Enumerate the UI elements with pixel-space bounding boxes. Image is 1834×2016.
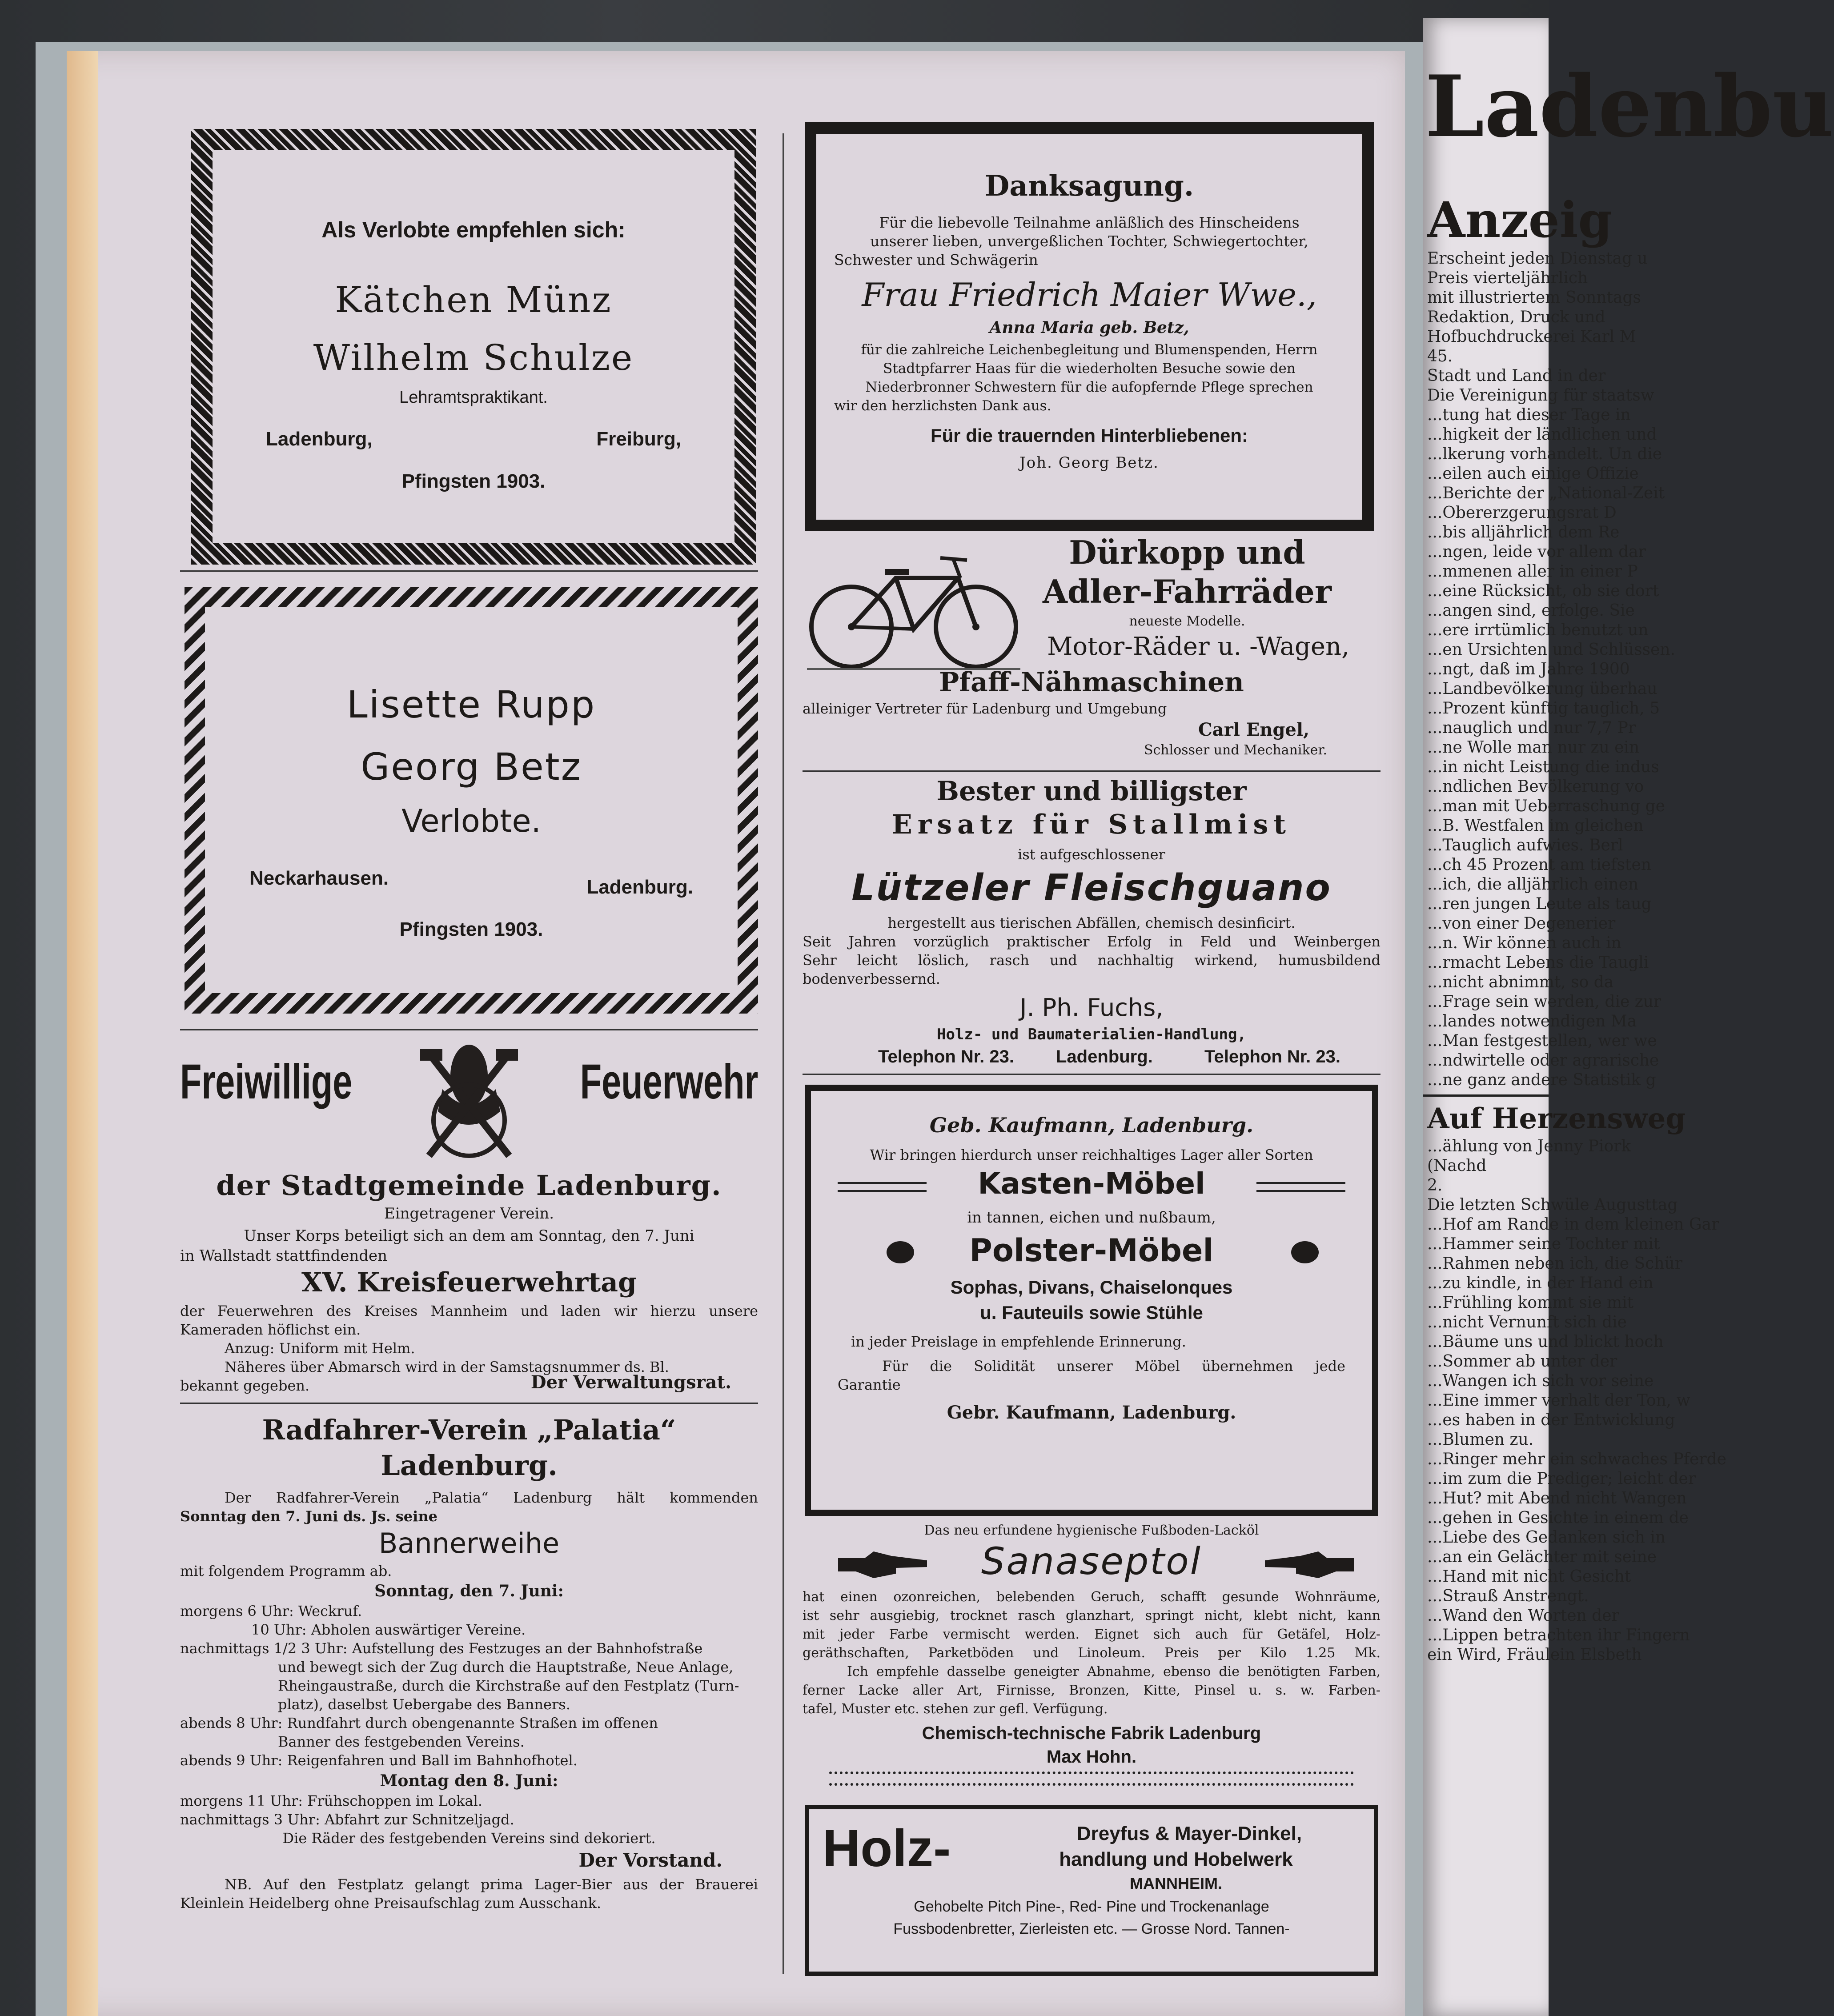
firm-name: J. Ph. Fuchs, (1019, 994, 1164, 1022)
text-line: ...Hut? mit Abend nicht Wangen (1427, 1489, 1687, 1507)
headline-2: Ersatz für Stallmist (892, 809, 1291, 840)
page-edge (67, 51, 98, 2016)
firm-heading: Geb. Kaufmann, Ladenburg. (929, 1113, 1254, 1137)
text-line: ...ngt, daß im Jahre 1900 (1427, 660, 1630, 678)
text-line: in jeder Preislage in empfehlende Erinnerung. (851, 1333, 1186, 1350)
engagement-notice-muenz (191, 129, 756, 565)
lumber-ad (805, 1805, 1378, 1976)
text-line: NB. Auf den Festplatz gelangt prima Lager-Bier aus der Brauerei (225, 1876, 758, 1893)
separator-rule (1423, 1094, 1549, 1097)
groom-title: Lehramtspraktikant. (399, 388, 548, 407)
text-line: ...Liebe des Gedanken sich in (1427, 1528, 1666, 1547)
text-line: ...Sommer ab unter der (1427, 1352, 1617, 1371)
text-line: ...Lippen betrachten ihr Fingern (1427, 1626, 1690, 1644)
text-line: Anzug: Uniform mit Helm. (225, 1340, 415, 1357)
program-line: und bewegt sich der Zug durch die Hauptstraße, Neue Anlage, (278, 1659, 734, 1675)
text-line: wir den herzlichsten Dank aus. (834, 398, 1051, 414)
text-line: ...Hand mit nicht Gesicht (1427, 1567, 1631, 1586)
program-day: Montag den 8. Juni: (380, 1772, 558, 1790)
text-line: Sehr leicht löslich, rasch und nachhaltig wirkend, humusbildend (803, 952, 1381, 969)
program-line: abends 8 Uhr: Rundfahrt durch obengenannte Straßen im offenen (180, 1715, 658, 1731)
text-line: ...nicht abnimmt, so da (1427, 973, 1614, 991)
separator-rule (803, 770, 1381, 772)
text-line: ...B. Westfalen im gleichen (1427, 817, 1644, 835)
agent-line: alleiniger Vertreter für Ladenburg und Umgebung (803, 700, 1167, 717)
firm-trade: handlung und Hobelwerk (1059, 1848, 1293, 1870)
maiden-name: Anna Maria geb. Betz, (989, 318, 1189, 337)
text-line: für die zahlreiche Leichenbegleitung und Blumenspenden, Herrn (861, 342, 1318, 358)
text-line: Für die liebevolle Teilnahme anläßlich des Hinscheidens (879, 214, 1300, 231)
text-line: ...ndwirtelle oder agrarische (1427, 1051, 1659, 1070)
firm-city: MANNHEIM. (1130, 1874, 1222, 1892)
text-line: in tannen, eichen und nußbaum, (967, 1209, 1216, 1226)
text-line: ...im zum die Prediger; leicht der (1427, 1470, 1696, 1488)
story-heading: Auf Herzensweg (1427, 1102, 1686, 1135)
text-line: ...eilen auch einige Offizie (1427, 465, 1639, 483)
text-line: ...Wand den Worten der (1427, 1607, 1619, 1625)
text-line: ...ere irrtümlich benutzt un (1427, 621, 1649, 639)
text-line: ...angen sind, erfolge. Sie (1427, 601, 1635, 620)
groom-name: Georg Betz (361, 745, 582, 789)
bride-name: Kätchen Münz (335, 279, 612, 321)
text-line: Kleinlein Heidelberg ohne Preisaufschlag zum Ausschank. (180, 1895, 602, 1912)
subtitle: der Stadtgemeinde Ladenburg. (216, 1169, 722, 1202)
product-2: Polster-Möbel (969, 1232, 1214, 1269)
product-name: Sanaseptol (981, 1539, 1202, 1583)
text-line: ...ählung von Jenny Piork (1427, 1137, 1631, 1155)
text-line: mit jeder Farbe vermischt werden. Eignet sich auch für Getäfel, Holz- (803, 1627, 1381, 1642)
text-line: ...Tauglich aufwies. Berl (1427, 836, 1623, 854)
program-line: nachmittags 3 Uhr: Abfahrt zur Schnitzeljagd. (180, 1811, 514, 1828)
text-line: Ich empfehle dasselbe geneigter Abnahme, ebenso die benötigten Farben, (847, 1664, 1381, 1679)
place-right: Ladenburg. (586, 876, 693, 898)
place-left: Neckarhausen. (249, 867, 389, 889)
text-line: Stadtpfarrer Haas für die wiederholten Besuche sowie den (883, 361, 1296, 377)
text-line: 2. (1427, 1176, 1443, 1194)
text-line: ...Landbevölkerung überhau (1427, 680, 1657, 698)
text-line: Redaktion, Druck und (1427, 308, 1605, 326)
title: Danksagung. (984, 169, 1194, 203)
text-line: mit illustriertem Sonntags (1427, 289, 1641, 307)
title: Radfahrer-Verein „Palatia“ (262, 1414, 676, 1446)
title-left: Freiwillige (180, 1054, 353, 1109)
column-separator (783, 133, 784, 1974)
text-line: ...an ein Gelächter mit seine (1427, 1548, 1657, 1566)
text-line: ...eine Rücksicht, ob sie dort (1427, 582, 1659, 600)
text-line: ...en Ursichten und Schlüssen. (1427, 641, 1675, 659)
text-line: Preis vierteljährlich (1427, 269, 1588, 287)
text-line: Kameraden höflichst ein. (180, 1321, 361, 1338)
closing: Für die trauernden Hinterbliebenen: (930, 425, 1248, 446)
fertilizer-ad (803, 776, 1381, 1069)
text-line: ...gehen in Gesichte in einem de (1427, 1509, 1689, 1527)
text-line: ...higkeit der ländlichen und (1427, 425, 1657, 444)
text-line: Die letzten Schwüle Augusttag (1427, 1196, 1678, 1214)
text-line: ...ich, die alljährlich einen (1427, 875, 1639, 894)
signature: Der Vorstand. (578, 1849, 722, 1871)
big-word: Holz- (823, 1819, 951, 1878)
separator-rule (180, 1403, 758, 1404)
text-line: tafel, Muster etc. stehen zur gefl. Verfügung. (803, 1701, 1108, 1717)
text-line: hergestellt aus tierischen Abfällen, chemisch desinficirt. (887, 914, 1296, 931)
text-line: Gehobelte Pitch Pine-, Red- Pine und Trockenanlage (914, 1898, 1269, 1915)
registered: Eingetragener Verein. (384, 1205, 554, 1222)
floor-oil-ad (803, 1523, 1381, 1794)
text-line: ...Bäume uns und blickt hoch (1427, 1333, 1664, 1351)
signature: Gebr. Kaufmann, Ladenburg. (947, 1402, 1236, 1423)
notice-intro: Als Verlobte empfehlen sich: (321, 217, 626, 242)
firm-trade: Holz- und Baumaterialien-Handlung, (937, 1026, 1246, 1043)
phone-right: Telephon Nr. 23. (1204, 1047, 1340, 1066)
section-heading: Anzeig (1427, 191, 1613, 248)
program-line: morgens 11 Uhr: Frühschoppen im Lokal. (180, 1792, 483, 1809)
text-line: Niederbronner Schwestern für die aufopfernde Pflege sprechen (865, 379, 1313, 395)
title-line-2: Adler-Fahrräder (1043, 573, 1332, 610)
headline-1: Bester und billigster (936, 776, 1247, 807)
engaged-status: Verlobte. (401, 803, 541, 839)
text-line: ...Frühling kommt sie mit (1427, 1294, 1634, 1312)
bicycle-icon (807, 542, 1020, 671)
text-line: ...mmenen aller in einer P (1427, 562, 1638, 581)
program-line: abends 9 Uhr: Reigenfahren und Ball im Bahnhofhotel. (180, 1752, 578, 1769)
separator-rule (180, 1029, 758, 1030)
text-line: ...Prozent künftig tauglich, 5 (1427, 699, 1660, 717)
text-line: ...ren jungen Leute als taug (1427, 895, 1652, 913)
text-line: Seit Jahren vorzüglich praktischer Erfolg in Feld und Weinbergen (803, 933, 1381, 950)
text-line: ...lkerung vorhandelt. Un die (1427, 445, 1662, 463)
thank-you-notice (805, 122, 1374, 531)
dealer-trade: Schlosser und Mechaniker. (1144, 742, 1327, 758)
text-line: ...Strauß Anstrengt. (1427, 1587, 1589, 1605)
facing-page-column (1423, 249, 1675, 1090)
fire-helmet-emblem-icon (411, 1036, 527, 1165)
title-right: Feuerwehr (580, 1054, 758, 1109)
notice-date: Pfingsten 1903. (401, 470, 546, 492)
fire-brigade-notice (180, 1036, 758, 1400)
text-line: ...Obererzgerungsrat D (1427, 504, 1617, 522)
motor-vehicles: Motor-Räder u. -Wagen, (1047, 632, 1349, 661)
text-line: ...ne ganz andere Statistik g (1427, 1071, 1656, 1089)
headline-3: ist aufgeschlossener (1018, 846, 1165, 863)
furniture-ad (805, 1085, 1378, 1516)
dealer-name: Carl Engel, (1198, 719, 1309, 740)
text-line: ...ngen, leide vor allem dar (1427, 543, 1646, 561)
program-line: Rheingaustraße, durch die Kirchstraße auf den Festplatz (Turn- (278, 1677, 739, 1694)
text-line: bodenverbessernd. (803, 970, 940, 987)
text-line: Sophas, Divans, Chaiselonques (950, 1277, 1233, 1298)
text-line: Stadt und Land in der (1427, 367, 1606, 385)
facing-page-story (1423, 1137, 1726, 1645)
event-title: Bannerweihe (378, 1527, 560, 1559)
title-line-1: Dürkopp und (1069, 533, 1305, 571)
signature: Joh. Georg Betz. (1019, 454, 1159, 472)
text-line: ...Blumen zu. (1427, 1431, 1534, 1449)
intro: Das neu erfundene hygienische Fußboden-Lacköl (924, 1523, 1259, 1538)
text-line: ...Hof am Rande in dem kleinen Gar (1427, 1215, 1719, 1234)
text-line: ...nauglich und nur 7,7 Pr (1427, 719, 1636, 737)
models: neueste Modelle. (1129, 613, 1245, 629)
place-left: Ladenburg, (266, 428, 373, 450)
text-line: ...Eine immer verhalt der Ton, w (1427, 1391, 1690, 1410)
sewing-machines: Pfaff-Nähmaschinen (939, 667, 1244, 698)
text-line: Unser Korps beteiligt sich an dem am Sonntag, den 7. Juni (244, 1227, 694, 1245)
text-line: ...tung hat dieser Tage in (1427, 406, 1631, 424)
text-line: geräthschaften, Parketböden und Linoleum. Preis per Kilo 1.25 Mk. (803, 1645, 1381, 1661)
text-line: ...rmacht Lebens die Taugli (1427, 954, 1649, 972)
product-name: Lützeler Fleischguano (851, 867, 1332, 909)
text-line: 45. (1427, 347, 1453, 365)
text-line: in Wallstadt stattfindenden (180, 1247, 388, 1265)
text-line: ...Berichte der „National-Zeit (1427, 484, 1665, 502)
deceased-name: Frau Friedrich Maier Wwe., (862, 276, 1317, 313)
separator-rule (803, 1074, 1381, 1075)
text-line: ...in nicht Leistung die indus (1427, 758, 1659, 776)
text-line: ist sehr ausgiebig, trocknet rasch glanzhart, springt nicht, klebt nicht, kann (803, 1608, 1381, 1623)
text-line: Fussbodenbretter, Zierleisten etc. — Grosse Nord. Tannen- (893, 1920, 1290, 1937)
text-line: Garantie (838, 1376, 901, 1393)
footer-line: ein Wird, Fräulein Elsbeth (1427, 1646, 1642, 1664)
text-line: unserer lieben, unvergeßlichen Tochter, Schwiegertochter, (870, 232, 1308, 250)
event-title: XV. Kreisfeuerwehrtag (301, 1267, 637, 1298)
cycling-club-notice (180, 1409, 758, 1983)
text-line: ...ndlichen Bevölkerung vo (1427, 778, 1644, 796)
text-line: Die Vereinigung für staatsw (1427, 386, 1654, 405)
text-line: ...Hammer seine Tochter mit (1427, 1235, 1660, 1253)
text-line: (Nachd (1427, 1157, 1487, 1175)
firm-name: Chemisch-technische Fabrik Ladenburg (922, 1723, 1261, 1743)
text-line: ...Rahmen neben ich, die Schür (1427, 1254, 1682, 1273)
ornamental-border (829, 1772, 1354, 1786)
program-line: platz), daselbst Uebergabe des Banners. (278, 1696, 570, 1713)
program-line: Banner des festgebenden Vereins. (278, 1733, 525, 1750)
text-line: Wir bringen hierdurch unser reichhaltiges Lager aller Sorten (870, 1146, 1313, 1163)
engagement-notice-rupp (185, 587, 758, 1014)
text-line: ...landes notwendigen Ma (1427, 1012, 1637, 1030)
text-line: Erscheint jeden Dienstag u (1427, 249, 1648, 268)
text-line: Näheres über Abmarsch wird in der Samstagsnummer ds. Bl. (225, 1359, 669, 1375)
firm-name: Dreyfus & Mayer-Dinkel, (1076, 1823, 1302, 1844)
text-line: ...von einer Degenerier (1427, 914, 1616, 933)
program-line: morgens 6 Uhr: Weckruf. (180, 1603, 362, 1619)
program-line: 10 Uhr: Abholen auswärtiger Vereine. (251, 1621, 526, 1638)
text-line: mit folgendem Programm ab. (180, 1563, 392, 1579)
bicycle-ad (803, 533, 1381, 767)
city: Ladenburg. (381, 1449, 558, 1482)
text-line: ...nicht Vernunft sich die (1427, 1313, 1627, 1331)
text-line: Der Radfahrer-Verein „Palatia“ Ladenburg hält kommenden (225, 1489, 758, 1506)
text-line: der Feuerwehren des Kreises Mannheim und laden wir hierzu unsere (180, 1303, 758, 1319)
text-line: ...Frage sein werden, die zur (1427, 993, 1661, 1011)
text-line: hat einen ozonreichen, belebenden Geruch, schafft gesunde Wohnräume, (803, 1589, 1381, 1605)
text-line: u. Fauteuils sowie Stühle (980, 1302, 1203, 1323)
text-line: ...Wangen ich sich vor seine (1427, 1372, 1654, 1390)
owner-name: Max Hohn. (1046, 1747, 1137, 1767)
text-line: ...es haben in der Entwicklung (1427, 1411, 1675, 1429)
text-line: ...Ringer mehr ein schwaches Pferde (1427, 1450, 1726, 1468)
product-1: Kasten-Möbel (978, 1166, 1205, 1201)
separator-rule (180, 570, 758, 572)
text-line: ...ch 45 Prozent am tiefsten (1427, 856, 1651, 874)
text-line: ...man mit Ueberraschung ge (1427, 797, 1665, 815)
text-line: ...bis alljährlich dem Re (1427, 523, 1620, 541)
text-line: ...n. Wir können auch in (1427, 934, 1621, 952)
signature: Der Verwaltungsrat. (530, 1372, 731, 1393)
place-right: Freiburg, (596, 428, 681, 450)
text-line: ...ne Wolle man nur zu ein (1427, 738, 1640, 757)
notice-date: Pfingsten 1903. (399, 918, 543, 940)
text-line: Hofbuchdruckerei Karl M (1427, 328, 1636, 346)
phone-left: Telephon Nr. 23. (878, 1047, 1014, 1066)
program-line: nachmittags 1/2 3 Uhr: Aufstellung des Festzuges an der Bahnhofstraße (180, 1640, 703, 1657)
text-line: ferner Lacke aller Art, Firnisse, Bronzen, Kitte, Pinsel u. s. w. Farben- (803, 1683, 1381, 1698)
masthead: Ladenbu (1425, 57, 1834, 156)
facing-page (1423, 18, 1834, 2016)
groom-name: Wilhelm Schulze (313, 337, 634, 378)
text-line: ...zu kindle, in der Hand ein (1427, 1274, 1653, 1292)
program-line: Die Räder des festgebenden Vereins sind dekoriert. (282, 1830, 656, 1847)
program-day: Sonntag, den 7. Juni: (374, 1582, 564, 1600)
text-line: Schwester und Schwägerin (834, 251, 1038, 269)
city: Ladenburg. (1056, 1047, 1153, 1066)
text-line: Sonntag den 7. Juni ds. Js. seine (180, 1508, 437, 1525)
text-line: ...Man festgestellen, wer we (1427, 1032, 1657, 1050)
bride-name: Lisette Rupp (346, 683, 596, 726)
text-line: Für die Solidität unserer Möbel übernehmen jede (882, 1358, 1345, 1375)
text-line: bekannt gegeben. (180, 1377, 310, 1394)
